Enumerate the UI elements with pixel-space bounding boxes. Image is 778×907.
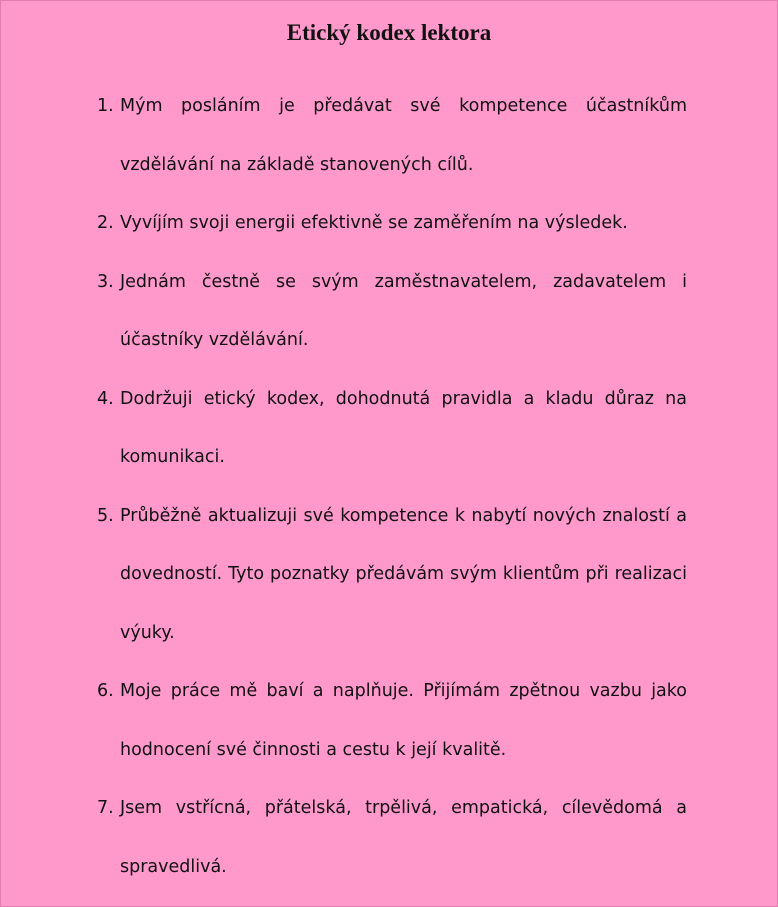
list-item-5: [97, 487, 687, 663]
list-item-4: [97, 370, 687, 487]
list-item-text: Jsem vstřícná, přátelská, trpělivá, empatická, cílevědomá a spravedlivá.: [120, 798, 687, 877]
list-item-number: 1.: [97, 96, 114, 116]
list-item-number: 6.: [97, 681, 114, 701]
list-item-1: [97, 77, 687, 194]
list-item-6: [97, 662, 687, 779]
list-item-number: 3.: [97, 271, 114, 292]
list-item-text: Mým posláním je předávat své kompetence účastníkům vzdělávání na základě stanovených cílů.: [120, 96, 687, 175]
list-item-text: Dodržuji etický kodex, dohodnutá pravidla a kladu důraz na komunikaci.: [120, 388, 687, 467]
list-item-number: 5.: [97, 505, 114, 526]
list-item-text: Jednám čestně se svým zaměstnavatelem, zadavatelem i účastníky vzdělávání.: [120, 271, 687, 350]
list-item-text: Moje práce mě baví a naplňuje. Přijímám zpětnou vazbu jako hodnocení své činnosti a cestu k její kvalitě.: [120, 681, 687, 760]
list-item-7: [97, 779, 687, 896]
list-item-3: [97, 253, 687, 370]
ethics-code-list: [97, 77, 687, 896]
list-item-text: Vyvíjím svoji energii efektivně se zaměřením na výsledek.: [120, 213, 628, 233]
document-title: Etický kodex lektora: [286, 20, 492, 45]
list-item-number: 4.: [97, 388, 114, 409]
list-item-number: 2.: [97, 213, 114, 233]
list-item-2: [97, 194, 687, 253]
list-item-text: Průběžně aktualizuji své kompetence k nabytí nových znalostí a dovedností. Tyto poznatky předávám svým klientům při realizaci výuky.: [120, 505, 687, 643]
list-item-number: 7.: [97, 798, 114, 818]
